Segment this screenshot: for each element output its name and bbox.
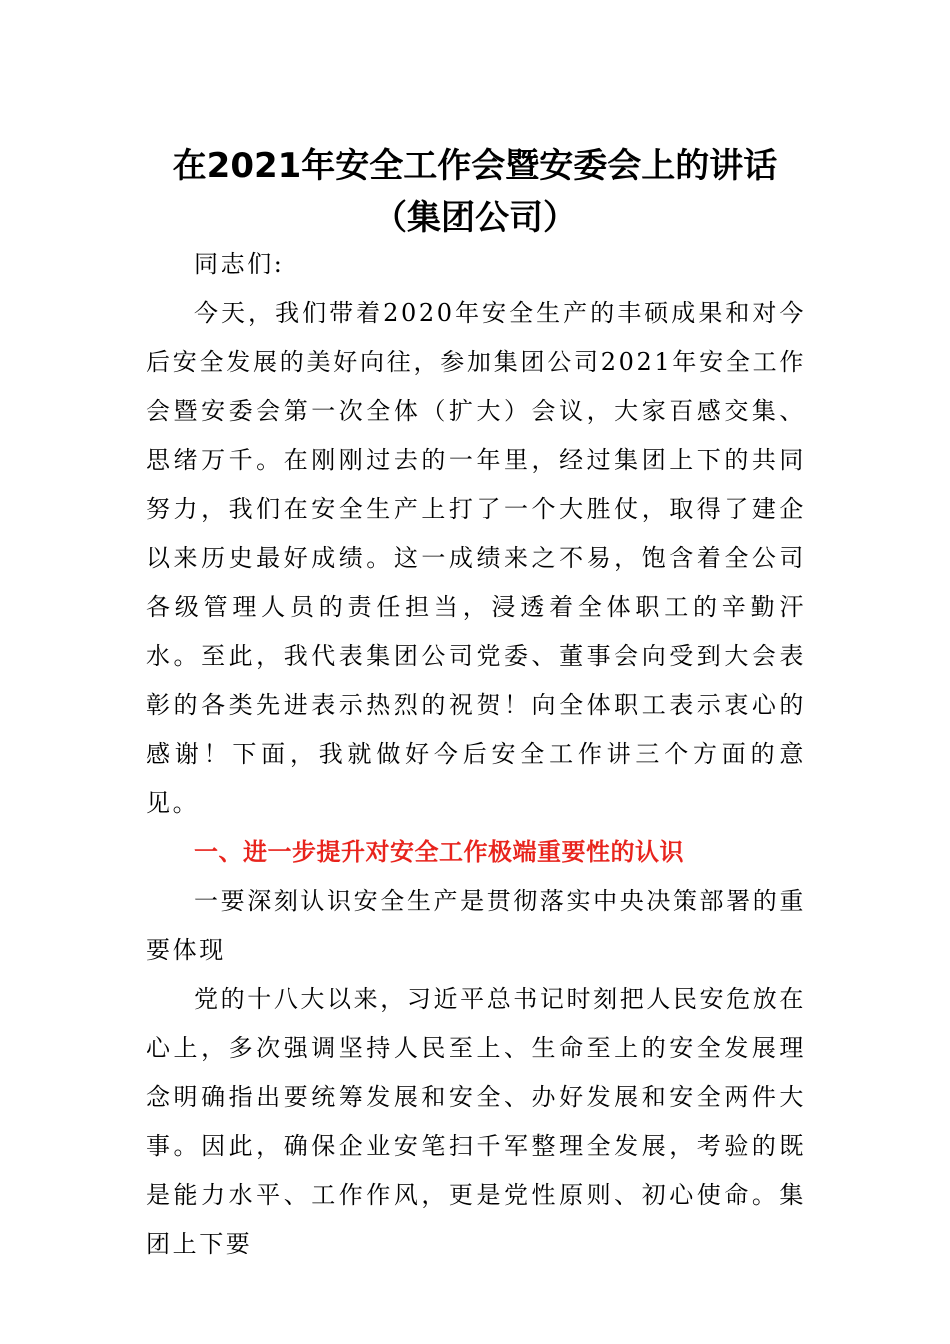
document-title: 在2021年安全工作会暨安委会上的讲话 — [172, 146, 778, 186]
opening-paragraph: 今天，我们带着2020年安全生产的丰硕成果和对今后安全发展的美好向往，参加集团公司2021年安全工作会暨安委会第一次全体（扩大）会议，大家百感交集、思绪万千。在刚刚过去的一年里，经过集团上下的共同努力，我们在安全生产上打了一个大胜仗，取得了建企以来历史最好成绩。这一成绩来之不易，饱含着全公司各级管理人员的责任担当，浸透着全体职工的辛勤汗水。至此，我代表集团公司党委、董事会向受到大会表彰的各类先进表示热烈的祝贺！向全体职工表示衷心的感谢！下面，我就做好今后安全工作讲三个方面的意见。 — [146, 299, 806, 817]
subsection-heading: 一要深刻认识安全生产是贯彻落实中央决策部署的重要体现 — [146, 887, 806, 964]
document-body — [146, 240, 806, 1269]
salutation: 同志们: — [194, 250, 285, 278]
document-subtitle: （集团公司） — [373, 198, 577, 238]
body-paragraph: 党的十八大以来，习近平总书记时刻把人民安危放在心上，多次强调坚持人民至上、生命至上的安全发展理念明确指出要统筹发展和安全、办好发展和安全两件大事。因此，确保企业安笔扫千军整理全发展，考验的既是能力水平、工作作风，更是党性原则、初心使命。集团上下要 — [146, 985, 806, 1258]
section-heading: 一、进一步提升对安全工作极端重要性的认识 — [194, 838, 684, 866]
